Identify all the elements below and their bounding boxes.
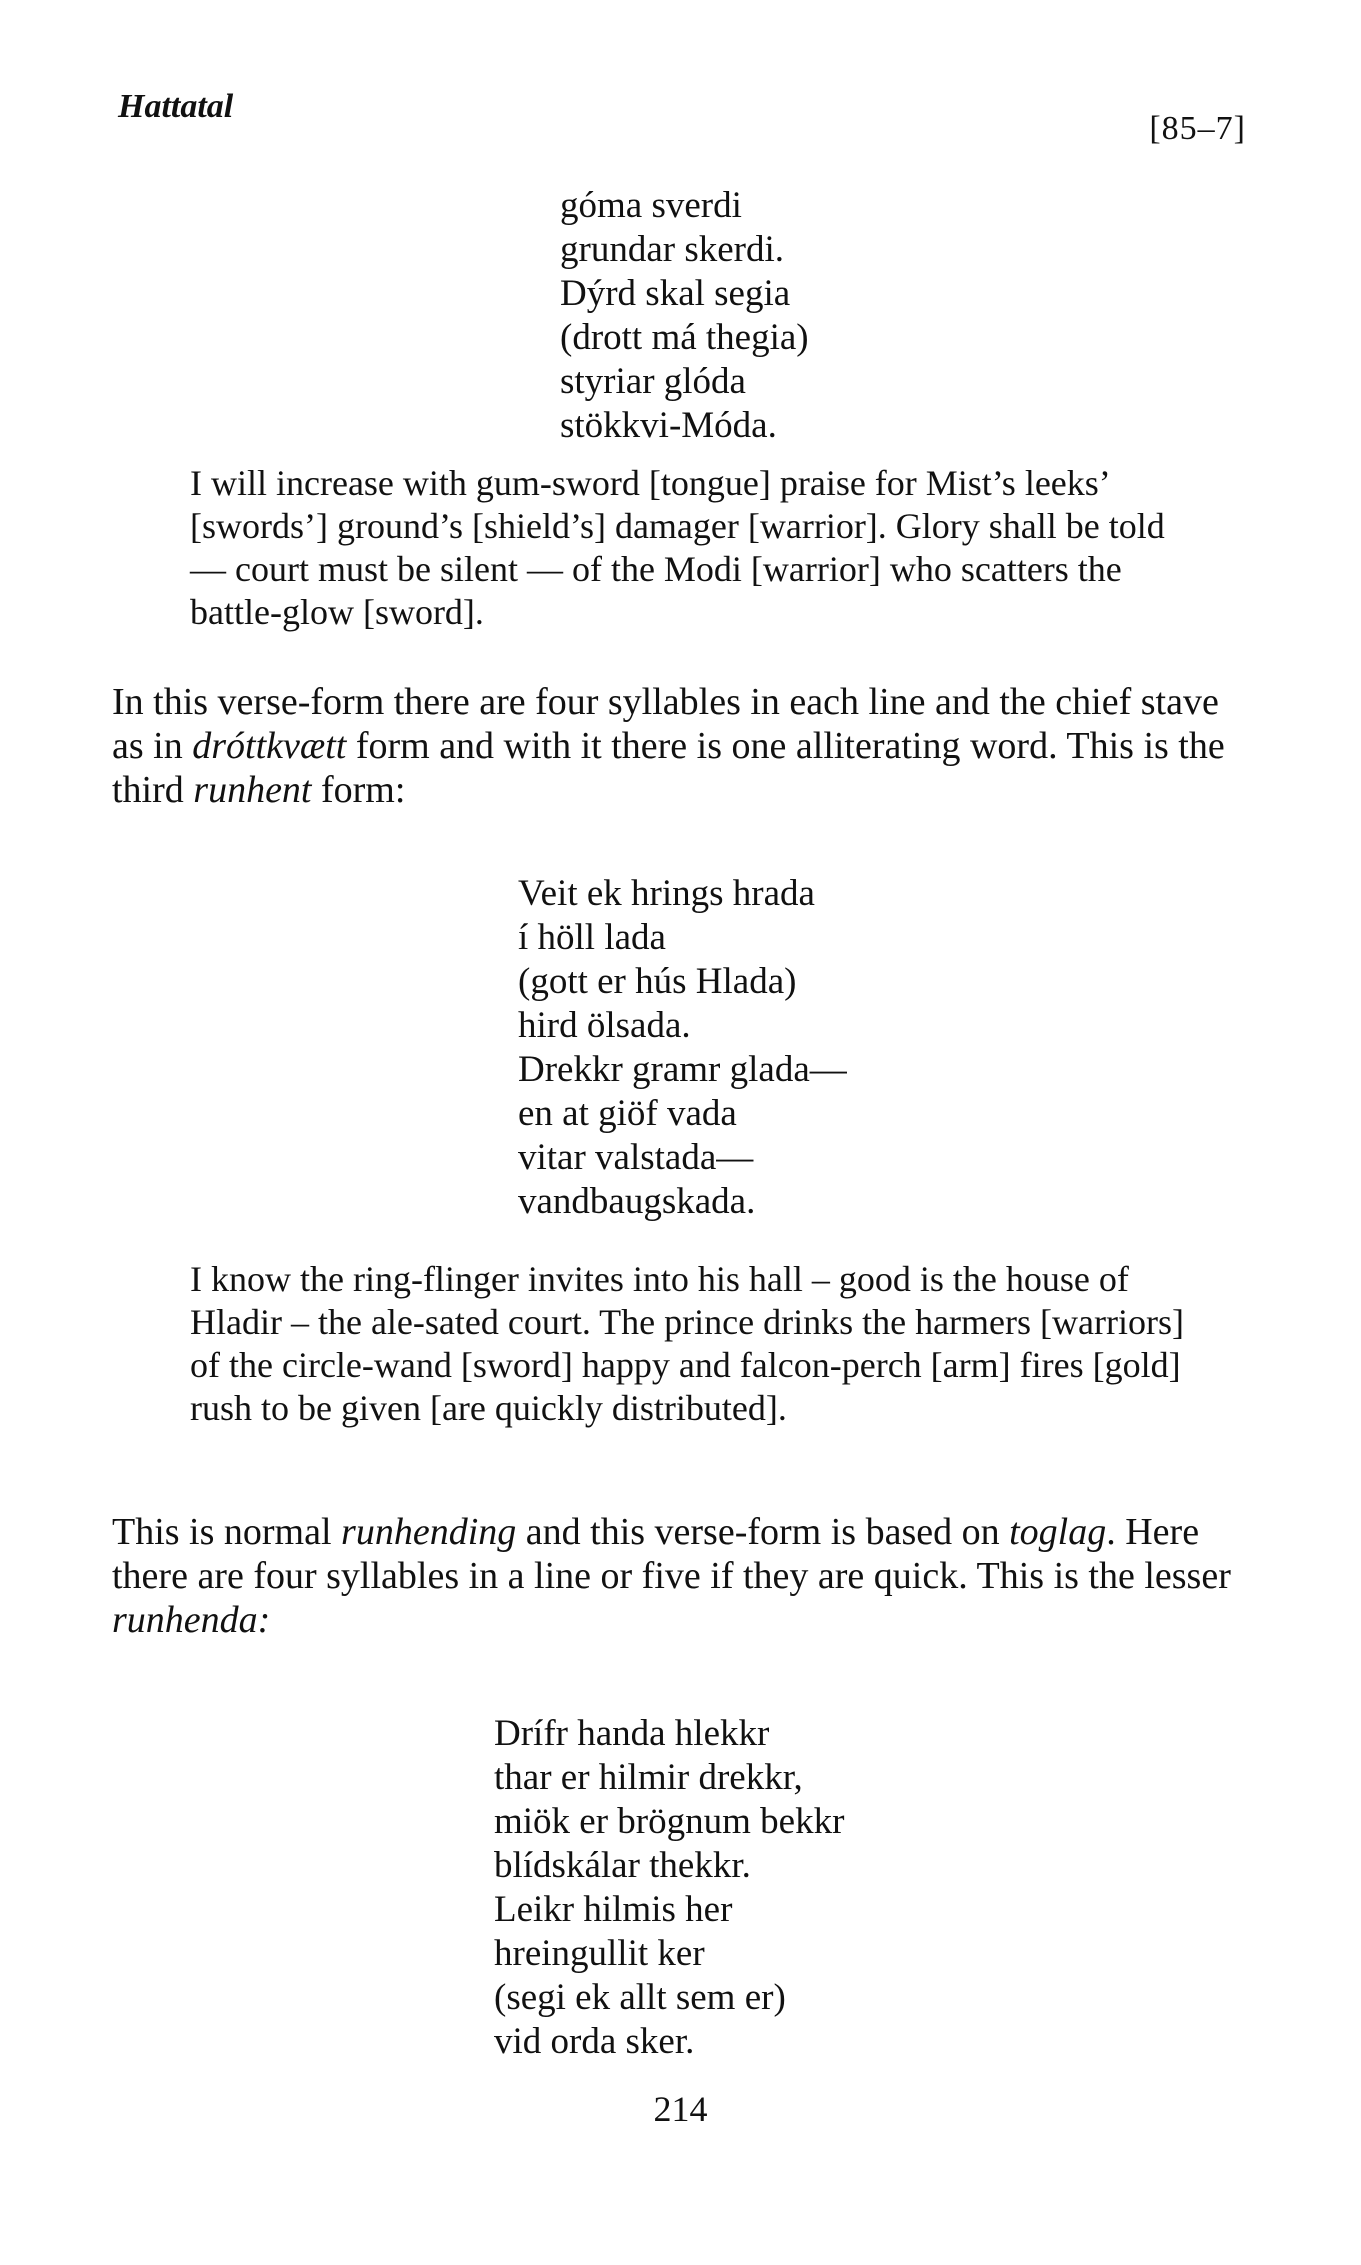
- verse-form-term: runhending: [341, 1511, 517, 1553]
- verse-line: Leikr hilmis her: [494, 1889, 733, 1930]
- prose-text: form:: [311, 769, 406, 811]
- prose-text: This is normal: [112, 1511, 342, 1553]
- verse-line: vitar valstada—: [518, 1137, 754, 1178]
- verse-line: en at giöf vada: [518, 1093, 737, 1134]
- verse-line: stökkvi-Móda.: [560, 405, 777, 446]
- translation-paragraph-1: I will increase with gum-sword [tongue] praise for Mist’s leeks’ [swords’] ground’s [shield’s] damager [warrior]. Glory shall be told — court must be silent — of the Modi [warrior] who scatters the battle-glow [sword].: [190, 463, 1165, 632]
- verse-form-term: dróttkvætt: [192, 725, 347, 767]
- verse-form-term: toglag: [1009, 1511, 1107, 1553]
- verse-line: styriar glóda: [560, 361, 746, 402]
- verse-line: Drekkr gramr glada—: [518, 1049, 847, 1090]
- prose-text: form and with it there is one alliterating word. This is the third: [112, 725, 1225, 811]
- verse-stanza-3: [494, 1712, 844, 2064]
- verse-line: Drífr handa hlekkr: [494, 1713, 770, 1754]
- verse-line: Dýrd skal segia: [560, 273, 791, 314]
- verse-line: vandbaugskada.: [518, 1181, 756, 1222]
- verse-line: blídskálar thekkr.: [494, 1845, 751, 1886]
- verse-form-term: runhent: [193, 769, 312, 811]
- prose-paragraph-1: [112, 680, 1252, 812]
- verse-line: hird ölsada.: [518, 1005, 691, 1046]
- prose-text: and this verse-form is based on: [516, 1511, 1010, 1553]
- verse-line: Veit ek hrings hrada: [518, 873, 815, 914]
- verse-line: (segi ek allt sem er): [494, 1977, 786, 2018]
- verse-line: (drott má thegia): [560, 317, 809, 358]
- prose-text: In this verse-form there are four syllables in each line and the chief stave as in: [112, 681, 1219, 767]
- page-number: 214: [653, 2089, 708, 2129]
- verse-line: miök er brögnum bekkr: [494, 1801, 845, 1842]
- verse-line: grundar skerdi.: [560, 229, 784, 270]
- verse-line: vid orda sker.: [494, 2021, 695, 2062]
- verse-line: í höll lada: [518, 917, 666, 958]
- verse-line: (gott er hús Hlada): [518, 961, 797, 1002]
- verse-line: hreingullit ker: [494, 1933, 705, 1974]
- running-title: Hattatal: [118, 88, 234, 125]
- prose-text: . Here there are four syllables in a line or five if they are quick. This is the lesser: [112, 1511, 1231, 1597]
- verse-line: thar er hilmir drekkr,: [494, 1757, 803, 1798]
- verse-line: góma sverdi: [560, 185, 742, 226]
- verse-stanza-2: [518, 872, 847, 1224]
- verse-stanza-1: [560, 184, 809, 448]
- verse-form-term: runhenda:: [112, 1599, 271, 1641]
- translation-paragraph-2: I know the ring-flinger invites into his hall – good is the house of Hladir – the ale-sated court. The prince drinks the harmers [warriors] of the circle-wand [sword] happy and falcon-perch [arm] fires [gold] rush to be given [are quickly distributed].: [190, 1259, 1184, 1428]
- section-reference: [85–7]: [1149, 110, 1246, 147]
- prose-paragraph-2: [112, 1510, 1252, 1642]
